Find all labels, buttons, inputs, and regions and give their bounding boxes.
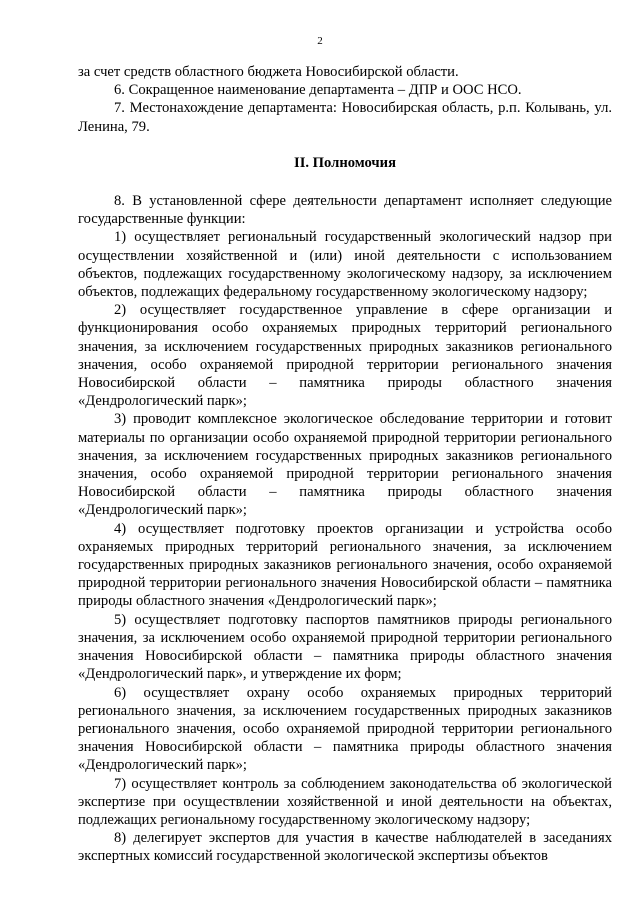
- list-item: 3) проводит комплексное экологическое обследование территории и готовит материалы по организации особо охраняемой природной территории регионального значения, за исключением государственных природных заказников регионального значения, особо охраняемой природной территории регионального значения Новосибирской области – памятника природы областного значения «Дендрологический парк»;: [78, 411, 612, 519]
- paragraph-functions-lead: 8. В установленной сфере деятельности департамент исполняет следующие государственные функции:: [78, 193, 612, 228]
- list-item: 8) делегирует экспертов для участия в качестве наблюдателей в заседаниях экспертных комиссий государственной экологической экспертизы объектов: [78, 830, 612, 865]
- paragraph-location: 7. Местонахождение департамента: Новосибирская область, р.п. Колывань, ул. Ленина, 79.: [78, 100, 612, 135]
- paragraph-continuation: за счет средств областного бюджета Новосибирской области.: [78, 64, 459, 80]
- list-item: 5) осуществляет подготовку паспортов памятников природы регионального значения, за исключением особо охраняемой природной территории регионального значения Новосибирской области – памятника природы областного значения «Дендрологический парк», и утверждение их форм;: [78, 611, 612, 683]
- page-number: 2: [317, 35, 323, 47]
- list-item: 2) осуществляет государственное управление в сфере организации и функционирования особо охраняемых природных территорий регионального значения, за исключением государственных природных заказников регионального значения, особо охраняемой природной территории регионального значения Новосибирской области – памятника природы областного значения «Дендрологический парк»;: [78, 302, 612, 410]
- paragraph-short-name: 6. Сокращенное наименование департамента – ДПР и ООС НСО.: [114, 82, 522, 99]
- document-body: [78, 63, 612, 866]
- functions-list: [78, 228, 612, 865]
- list-item: 4) осуществляет подготовку проектов организации и устройства особо охраняемых природных территорий регионального значения, за исключением государственных природных заказников регионального значения, особо охраняемой природной территории регионального значения Новосибирской области – памятника природы областного значения «Дендрологический парк»;: [78, 520, 612, 610]
- list-item: 6) осуществляет охрану особо охраняемых природных территорий регионального значения, за исключением государственных природных заказников регионального значения, особо охраняемой природной территории регионального значения Новосибирской области – памятника природы областного значения «Дендрологический парк»;: [78, 684, 612, 774]
- section-heading: II. Полномочия: [294, 154, 396, 171]
- list-item: 1) осуществляет региональный государственный экологический надзор при осуществлении хозяйственной и (или) иной деятельности с использованием объектов, подлежащих государственному экологическому надзору, за исключением объектов, подлежащих федеральному государственному экологическому надзору;: [78, 229, 612, 301]
- list-item: 7) осуществляет контроль за соблюдением законодательства об экологической экспертизе при осуществлении хозяйственной и иной деятельности на объектах, подлежащих региональному государственному экологическому надзору;: [78, 775, 612, 828]
